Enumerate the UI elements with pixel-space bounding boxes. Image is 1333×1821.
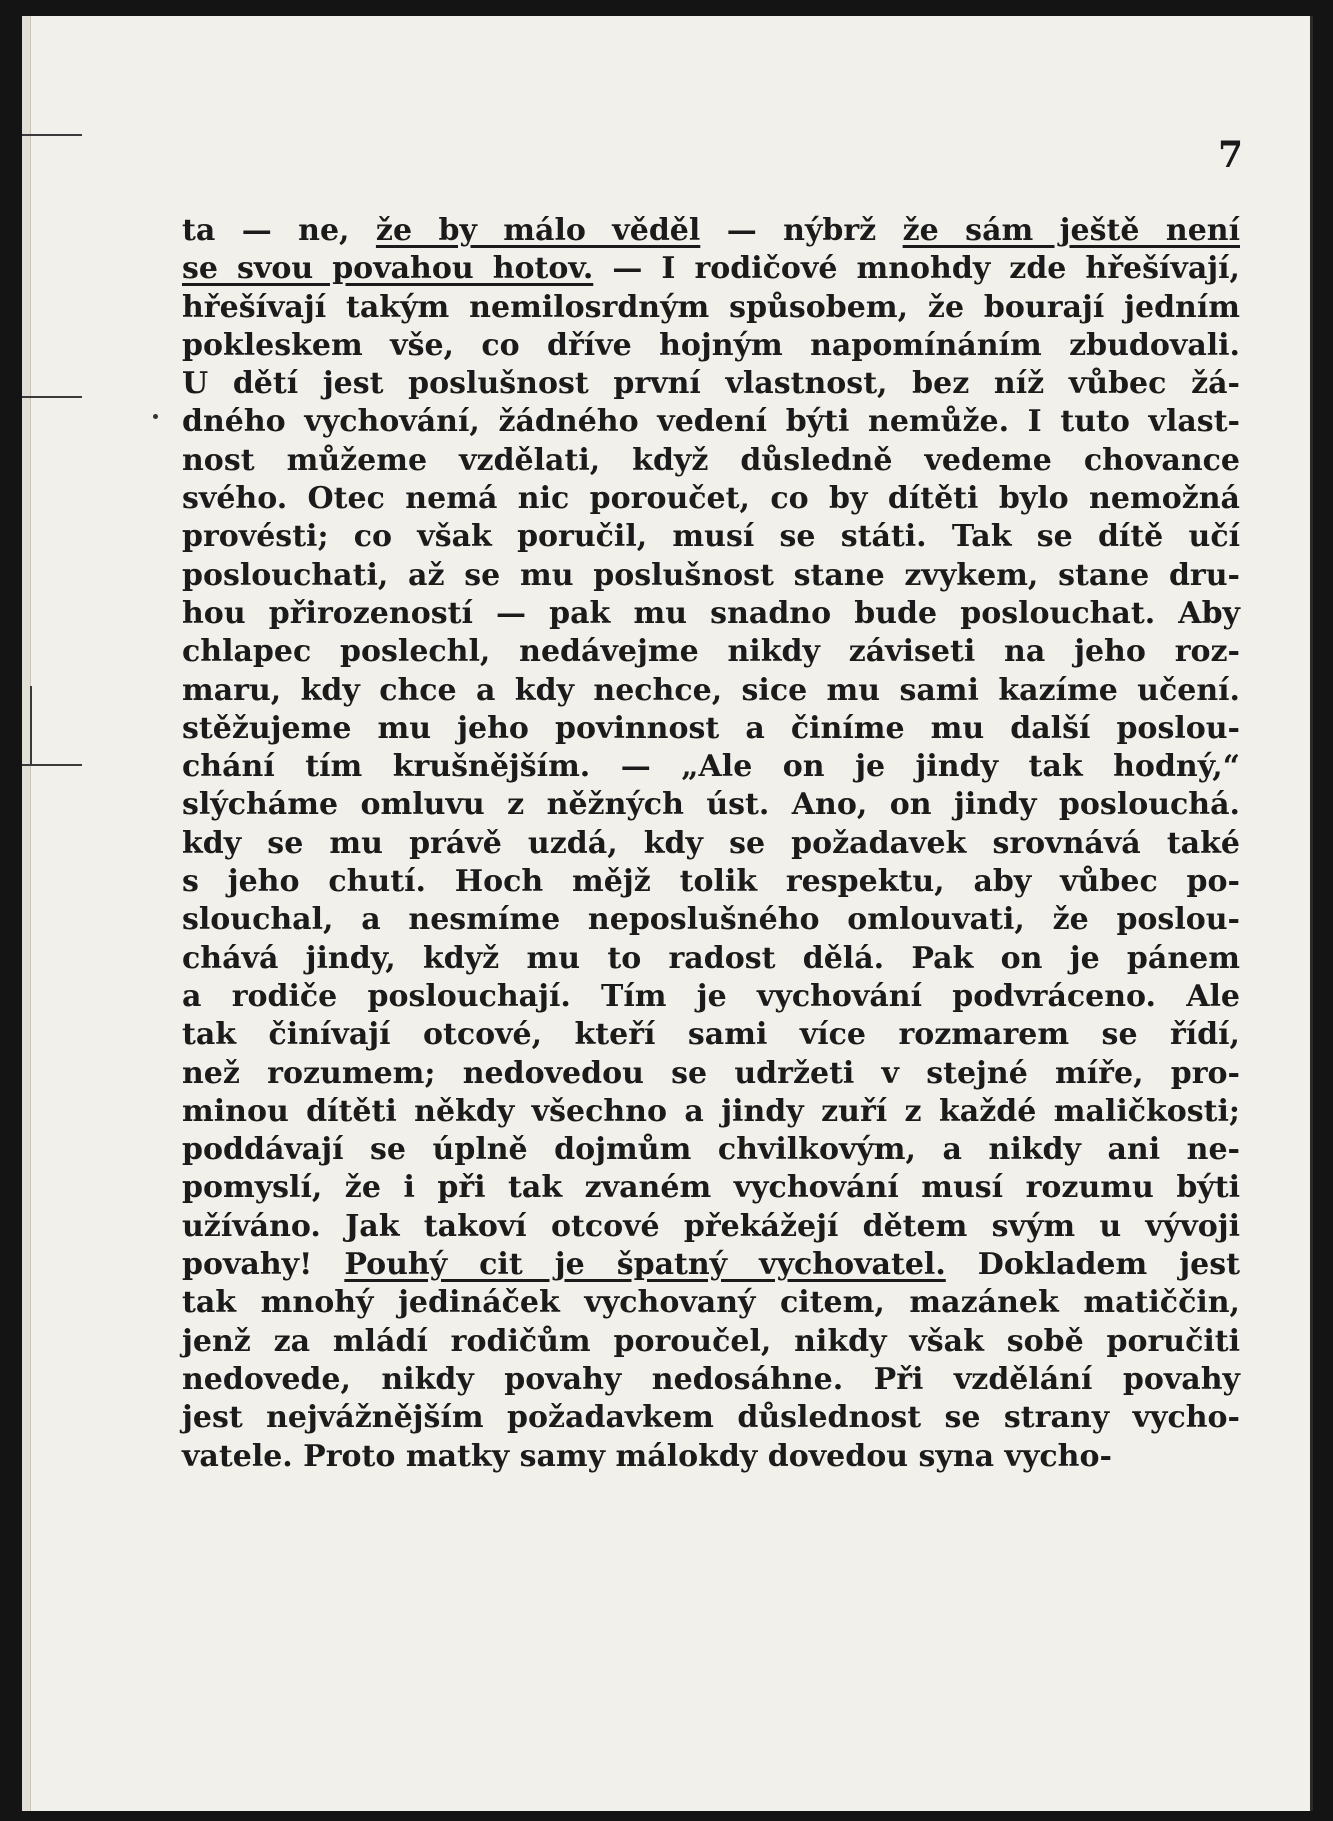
underlined-phrase: Pouhý cit je špatný vychovatel. — [344, 1247, 946, 1283]
text-line — [182, 1438, 1240, 1476]
margin-dot — [153, 414, 158, 419]
text-line — [182, 595, 1240, 633]
text-line — [182, 1323, 1240, 1361]
text-segment: stěžujeme mu jeho povinnost a činíme mu další poslou- — [182, 710, 1240, 746]
text-line — [182, 289, 1240, 327]
text-line — [182, 1246, 1240, 1284]
text-line — [182, 1284, 1240, 1322]
text-segment: a rodiče poslouchají. Tím je vychování podvráceno. Ale — [182, 978, 1240, 1014]
text-segment: tak činívají otcové, kteří sami více rozmarem se řídí, — [182, 1017, 1240, 1053]
page-number: 7 — [1218, 134, 1244, 176]
text-line — [182, 901, 1240, 939]
text-line — [182, 1169, 1240, 1207]
underlined-phrase: že by málo věděl — [375, 213, 701, 248]
underlined-phrase: že sám ještě není — [902, 213, 1240, 248]
binding-mark — [30, 686, 32, 766]
text-segment: ta — ne, — [182, 213, 376, 248]
text-segment: maru, kdy chce a kdy nechce, sice mu sami kazíme učení. — [182, 672, 1240, 708]
text-line — [182, 863, 1240, 901]
text-segment: hřešívají takým nemilosrdným spůsobem, že bourají jedním — [182, 289, 1240, 325]
text-line — [182, 672, 1240, 710]
text-line — [182, 1093, 1240, 1131]
text-line — [182, 480, 1240, 518]
text-segment: poddávají se úplně dojmům chvilkovým, a nikdy ani ne- — [182, 1132, 1240, 1168]
text-line — [182, 557, 1240, 595]
text-segment: nost můžeme vzdělati, když důsledně vedeme chovance — [182, 442, 1240, 478]
text-segment: poslouchati, až se mu poslušnost stane zvykem, stane dru- — [182, 557, 1240, 593]
text-segment: — nýbrž — [700, 213, 903, 248]
text-segment: pokleskem vše, co dříve hojným napomínáním zbudovali. — [182, 327, 1240, 363]
text-line — [182, 518, 1240, 556]
text-line — [182, 710, 1240, 748]
text-segment: dného vychování, žádného vedení býti nemůže. I tuto vlast- — [182, 404, 1240, 440]
book-page — [22, 16, 1313, 1811]
text-line — [182, 1361, 1240, 1399]
text-segment: s jeho chutí. Hoch mějž tolik respektu, aby vůbec po- — [182, 864, 1240, 900]
text-line — [182, 940, 1240, 978]
text-line — [182, 327, 1240, 365]
text-line — [182, 633, 1240, 671]
text-segment: nedovede, nikdy povahy nedosáhne. Při vzdělání povahy — [182, 1361, 1240, 1397]
underlined-phrase: se svou povahou hotov. — [182, 251, 594, 287]
text-line — [182, 825, 1240, 863]
text-segment: jenž za mládí rodičům poroučel, nikdy však sobě poručiti — [182, 1323, 1240, 1359]
text-line — [182, 1016, 1240, 1054]
text-line — [182, 1208, 1240, 1246]
text-line — [182, 250, 1240, 288]
text-segment: vatele. Proto matky samy málokdy dovedou syna vycho- — [182, 1438, 1112, 1474]
text-segment: — I rodičové mnohdy zde hřešívají, — [593, 251, 1240, 287]
text-segment: pomyslí, že i při tak zvaném vychování musí rozumu býti — [182, 1170, 1240, 1206]
text-segment: chává jindy, když mu to radost dělá. Pak on je pánem — [182, 940, 1240, 976]
text-line — [182, 1131, 1240, 1169]
text-segment: užíváno. Jak takoví otcové překážejí dětem svým u vývoji — [182, 1208, 1240, 1244]
text-line — [182, 1399, 1240, 1437]
text-line — [182, 212, 1240, 250]
text-segment: hou přirozeností — pak mu snadno bude poslouchat. Aby — [182, 595, 1240, 631]
text-line — [182, 786, 1240, 824]
binding-mark — [22, 396, 82, 398]
text-segment: minou dítěti někdy všechno a jindy zuří z každé maličkosti; — [182, 1093, 1240, 1129]
page-spine — [22, 16, 31, 1811]
text-segment: svého. Otec nemá nic poroučet, co by dítěti bylo nemožná — [182, 481, 1240, 517]
text-segment: kdy se mu právě uzdá, kdy se požadavek srovnává také — [182, 825, 1240, 861]
text-segment: jest nejvážnějším požadavkem důslednost se strany vycho- — [182, 1400, 1240, 1436]
text-line — [182, 365, 1240, 403]
text-segment: povahy! — [182, 1247, 345, 1283]
body-text — [182, 212, 1240, 1476]
text-segment: slýcháme omluvu z něžných úst. Ano, on jindy poslouchá. — [182, 787, 1240, 823]
text-segment: Dokladem jest — [945, 1247, 1240, 1283]
text-line — [182, 1055, 1240, 1093]
text-segment: tak mnohý jedináček vychovaný citem, mazánek matiččin, — [182, 1285, 1240, 1321]
text-line — [182, 403, 1240, 441]
text-segment: chlapec poslechl, nedávejme nikdy záviseti na jeho roz- — [182, 634, 1240, 670]
text-line — [182, 748, 1240, 786]
text-segment: chání tím krušnějším. — „Ale on je jindy tak hodný,“ — [182, 749, 1240, 785]
text-segment: než rozumem; nedovedou se udržeti v stejné míře, pro- — [182, 1055, 1240, 1091]
text-segment: U dětí jest poslušnost první vlastnost, bez níž vůbec žá- — [182, 366, 1240, 402]
text-line — [182, 978, 1240, 1016]
text-segment: provésti; co však poručil, musí se státi. Tak se dítě učí — [182, 519, 1240, 555]
text-line — [182, 442, 1240, 480]
binding-mark — [22, 134, 82, 136]
text-segment: slouchal, a nesmíme neposlušného omlouvati, že poslou- — [182, 902, 1240, 938]
